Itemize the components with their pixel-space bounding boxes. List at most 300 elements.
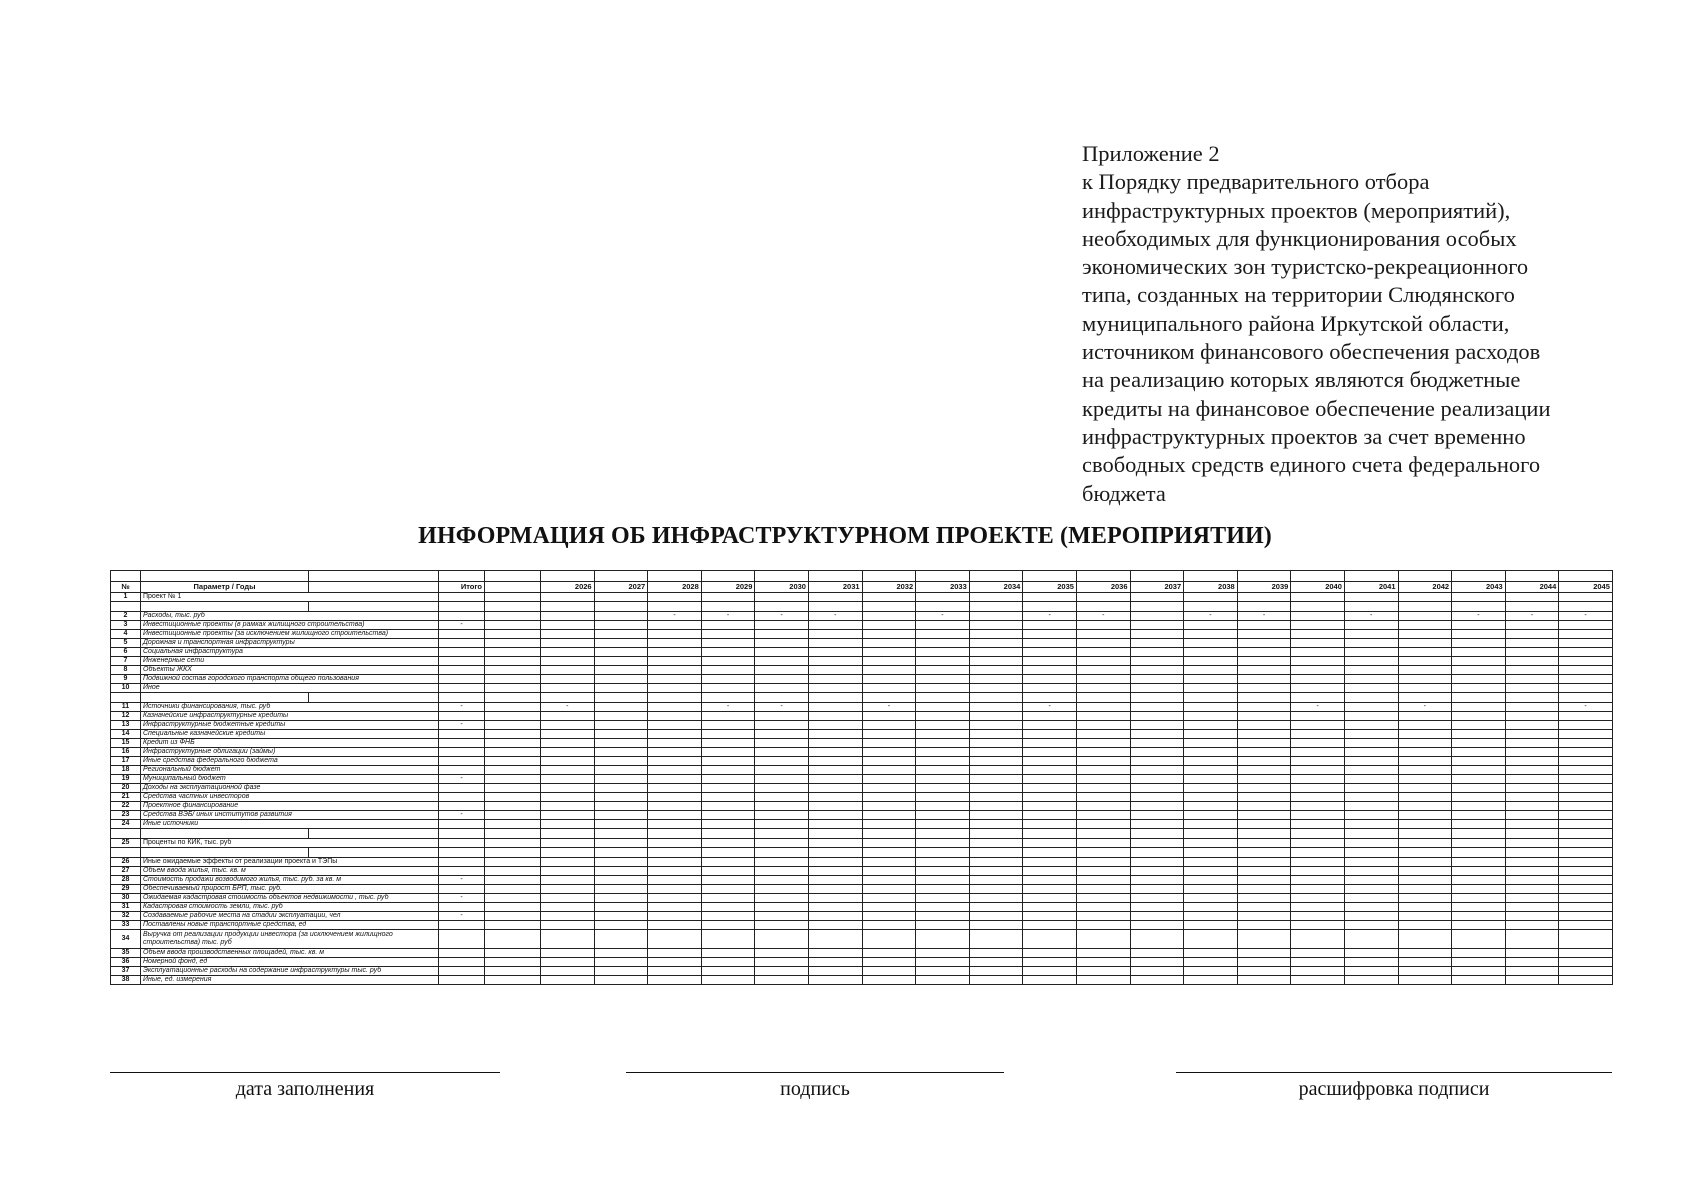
row-number: 9 (111, 675, 141, 684)
row-total (439, 612, 485, 621)
row-year-value (1291, 811, 1345, 820)
row-year-value (1184, 811, 1238, 820)
signature-date (110, 1072, 500, 1106)
row-year-value (648, 811, 702, 820)
row-year-value (1398, 811, 1452, 820)
row-year-value (808, 912, 862, 921)
row-parameter: Социальная инфраструктура (141, 648, 439, 657)
row-year-value (1398, 858, 1452, 867)
table-cell (485, 693, 541, 703)
row-year-value (862, 684, 916, 693)
row-number: 33 (111, 921, 141, 930)
row-year-value (808, 921, 862, 930)
row-year-value (1237, 766, 1291, 775)
row-year-value (1076, 675, 1130, 684)
table-row (111, 793, 1613, 802)
row-year-value: - (1237, 612, 1291, 621)
row-number: 35 (111, 949, 141, 958)
table-cell (808, 571, 862, 582)
row-year-value: - (755, 612, 809, 621)
row-year-value (755, 621, 809, 630)
row-year-value (1344, 748, 1398, 757)
header-year: 2026 (541, 582, 595, 593)
row-year-value (755, 730, 809, 739)
row-year-value (755, 684, 809, 693)
table-cell (485, 571, 541, 582)
table-row (111, 639, 1613, 648)
row-year-value (701, 820, 755, 829)
row-year-value (1505, 775, 1559, 784)
row-year-value (1398, 721, 1452, 730)
row-year-value (1076, 903, 1130, 912)
row-year-value (1291, 885, 1345, 894)
row-year-value (1184, 712, 1238, 721)
row-year-value (1559, 775, 1613, 784)
row-year-value (1452, 648, 1506, 657)
row-year-value (969, 657, 1023, 666)
row-year-value (1398, 766, 1452, 775)
row-year-value (969, 903, 1023, 912)
table-cell (1023, 693, 1077, 703)
row-year-value (701, 867, 755, 876)
row-year-value (594, 811, 648, 820)
row-year-value (1184, 675, 1238, 684)
row-year-value (1130, 703, 1184, 712)
table-spacer-row (111, 571, 1613, 582)
row-year-value (1452, 912, 1506, 921)
row-year-value (1184, 730, 1238, 739)
row-year-value (1076, 639, 1130, 648)
row-parameter: Эксплуатационные расходы на содержание инфраструктуры тыс. руб (141, 967, 439, 976)
row-year-value (808, 867, 862, 876)
row-year-value (1130, 967, 1184, 976)
row-year-value (1344, 784, 1398, 793)
row-number: 5 (111, 639, 141, 648)
row-year-value (808, 766, 862, 775)
row-year-value (1344, 666, 1398, 675)
row-year-value: - (701, 612, 755, 621)
table-row (111, 921, 1613, 930)
row-total (439, 730, 485, 739)
row-year-value (1237, 730, 1291, 739)
row-year-value (1398, 894, 1452, 903)
row-year-value (1344, 657, 1398, 666)
row-year-value (1505, 894, 1559, 903)
appendix-line: экономических зон туристско-рекреационного (1082, 254, 1529, 280)
row-year-value (1559, 820, 1613, 829)
row-year-value (1452, 903, 1506, 912)
header-year: 2031 (808, 582, 862, 593)
row-year-value (1398, 612, 1452, 621)
row-year-value (916, 885, 970, 894)
row-year-value (755, 921, 809, 930)
row-total (439, 766, 485, 775)
row-parameter: Кадастровая стоимость земли, тыс. руб (141, 903, 439, 912)
row-total (439, 839, 485, 848)
row-year-value (701, 894, 755, 903)
header-year: 2037 (1130, 582, 1184, 593)
row-year-value (1344, 802, 1398, 811)
row-year-value (648, 839, 702, 848)
row-year-value (969, 593, 1023, 602)
table-cell (862, 848, 916, 858)
table-row (111, 748, 1613, 757)
row-parameter: Иные ожидаемые эффекты от реализации проекта и ТЭПы (141, 858, 439, 867)
table-cell (111, 602, 141, 612)
row-year-value (1291, 648, 1345, 657)
row-year-value (594, 730, 648, 739)
appendix-line: источником финансового обеспечения расходов (1082, 339, 1541, 365)
row-year-value (808, 858, 862, 867)
row-year-value (541, 621, 595, 630)
table-cell (1023, 829, 1077, 839)
row-year-value (701, 666, 755, 675)
row-year-value (916, 930, 970, 949)
row-year-value (1398, 912, 1452, 921)
row-year-value (916, 666, 970, 675)
row-year-value (1237, 811, 1291, 820)
row-year-value (1291, 903, 1345, 912)
table-cell (1505, 848, 1559, 858)
row-year-value (648, 793, 702, 802)
row-number: 17 (111, 757, 141, 766)
row-year-value: - (541, 703, 595, 712)
row-year-value (1291, 949, 1345, 958)
row-year-value (1076, 666, 1130, 675)
row-year-value (1559, 867, 1613, 876)
row-year-value (1130, 930, 1184, 949)
row-year-value (1130, 811, 1184, 820)
header-year: 2029 (701, 582, 755, 593)
row-year-value (1505, 949, 1559, 958)
header-year: 2042 (1398, 582, 1452, 593)
row-number: 15 (111, 739, 141, 748)
table-cell (485, 602, 541, 612)
row-year-value (1505, 648, 1559, 657)
row-year-value (1398, 593, 1452, 602)
table-cell (1291, 602, 1345, 612)
row-number: 4 (111, 630, 141, 639)
row-year-value (1452, 802, 1506, 811)
row-year-value (862, 958, 916, 967)
table-cell (485, 666, 541, 675)
row-total (439, 593, 485, 602)
row-number: 32 (111, 912, 141, 921)
row-year-value (808, 949, 862, 958)
row-year-value (1505, 730, 1559, 739)
table-cell (485, 612, 541, 621)
row-year-value: - (1505, 612, 1559, 621)
row-number: 26 (111, 858, 141, 867)
row-year-value (1184, 976, 1238, 985)
row-year-value (701, 712, 755, 721)
table-cell (862, 571, 916, 582)
table-cell (755, 693, 809, 703)
row-year-value (916, 739, 970, 748)
row-year-value (1505, 593, 1559, 602)
row-parameter: Объем ввода жилья, тыс. кв. м (141, 867, 439, 876)
row-year-value (916, 721, 970, 730)
appendix-line: свободных средств единого счета федерального (1082, 452, 1541, 478)
table-cell (485, 912, 541, 921)
row-year-value (1023, 621, 1077, 630)
row-year-value (1130, 921, 1184, 930)
row-year-value: - (1076, 612, 1130, 621)
row-year-value (1130, 621, 1184, 630)
row-year-value: - (755, 703, 809, 712)
row-year-value (1184, 593, 1238, 602)
row-year-value (1505, 820, 1559, 829)
table-cell (485, 630, 541, 639)
row-year-value (1237, 967, 1291, 976)
row-year-value (755, 748, 809, 757)
row-year-value (701, 739, 755, 748)
row-year-value (594, 593, 648, 602)
table-cell (485, 949, 541, 958)
table-row (111, 666, 1613, 675)
row-year-value (1076, 976, 1130, 985)
table-cell (755, 571, 809, 582)
row-year-value (594, 949, 648, 958)
row-year-value (969, 666, 1023, 675)
row-total (439, 757, 485, 766)
row-parameter: Иные средства федерального бюджета (141, 757, 439, 766)
row-year-value (594, 703, 648, 712)
row-year-value (1184, 630, 1238, 639)
row-total (439, 967, 485, 976)
row-year-value (1130, 876, 1184, 885)
row-year-value (1237, 775, 1291, 784)
row-year-value (916, 593, 970, 602)
row-year-value (1130, 793, 1184, 802)
row-year-value (1559, 967, 1613, 976)
row-year-value (1291, 766, 1345, 775)
row-year-value (1398, 784, 1452, 793)
row-year-value (648, 820, 702, 829)
row-year-value (808, 802, 862, 811)
row-year-value (916, 639, 970, 648)
project-info-table-wrap (110, 570, 1612, 985)
table-cell (1184, 848, 1238, 858)
row-year-value (969, 612, 1023, 621)
table-cell (1505, 829, 1559, 839)
row-year-value (808, 784, 862, 793)
row-year-value (808, 675, 862, 684)
row-parameter: Создаваемые рабочие места на стадии эксплуатации, чел (141, 912, 439, 921)
table-cell (1398, 693, 1452, 703)
row-year-value (755, 967, 809, 976)
row-year-value (808, 793, 862, 802)
table-cell (141, 829, 309, 839)
table-cell (485, 675, 541, 684)
row-number: 38 (111, 976, 141, 985)
row-year-value (862, 593, 916, 602)
header-year: 2030 (755, 582, 809, 593)
row-year-value (1344, 639, 1398, 648)
row-number: 8 (111, 666, 141, 675)
row-year-value (1398, 684, 1452, 693)
row-parameter: Средства частных инвесторов (141, 793, 439, 802)
table-row (111, 894, 1613, 903)
row-parameter: Муниципальный бюджет (141, 775, 439, 784)
row-year-value (862, 721, 916, 730)
row-number: 1 (111, 593, 141, 602)
row-year-value (1559, 721, 1613, 730)
row-number: 14 (111, 730, 141, 739)
table-row (111, 630, 1613, 639)
row-parameter: Объем ввода производственных площадей, тыс. кв. м (141, 949, 439, 958)
row-year-value (541, 802, 595, 811)
row-year-value (755, 876, 809, 885)
row-year-value (969, 730, 1023, 739)
row-year-value (1076, 630, 1130, 639)
row-year-value (808, 630, 862, 639)
row-year-value (648, 976, 702, 985)
row-year-value (969, 811, 1023, 820)
row-year-value (1184, 684, 1238, 693)
row-year-value (808, 903, 862, 912)
row-year-value (541, 612, 595, 621)
row-year-value (1130, 612, 1184, 621)
table-cell (1344, 693, 1398, 703)
row-year-value (648, 712, 702, 721)
table-row (111, 684, 1613, 693)
row-year-value (1559, 730, 1613, 739)
row-year-value (1237, 721, 1291, 730)
row-year-value (1291, 839, 1345, 848)
row-year-value (1184, 912, 1238, 921)
row-year-value (1559, 648, 1613, 657)
row-year-value (701, 912, 755, 921)
row-year-value (1184, 820, 1238, 829)
row-year-value (1184, 867, 1238, 876)
row-number: 10 (111, 684, 141, 693)
row-year-value (1344, 976, 1398, 985)
row-year-value (1184, 839, 1238, 848)
row-year-value (1076, 811, 1130, 820)
row-year-value (969, 775, 1023, 784)
row-year-value (755, 839, 809, 848)
row-year-value (1023, 839, 1077, 848)
header-year: 2041 (1344, 582, 1398, 593)
row-year-value (1237, 784, 1291, 793)
table-cell (1237, 602, 1291, 612)
row-year-value (1130, 630, 1184, 639)
row-year-value (1130, 858, 1184, 867)
row-year-value (916, 712, 970, 721)
row-year-value (541, 730, 595, 739)
row-year-value (862, 930, 916, 949)
row-year-value (1291, 666, 1345, 675)
table-blank-row (111, 602, 1613, 612)
row-year-value (1237, 712, 1291, 721)
row-year-value (969, 757, 1023, 766)
row-year-value (1023, 949, 1077, 958)
table-cell (1184, 829, 1238, 839)
row-year-value (541, 967, 595, 976)
row-year-value (1452, 721, 1506, 730)
row-parameter: Средства ВЭБ/ иных институтов развития (141, 811, 439, 820)
row-year-value (862, 885, 916, 894)
row-year-value (594, 748, 648, 757)
table-cell (916, 848, 970, 858)
row-parameter: Инвестиционные проекты (в рамках жилищного строительства) (141, 621, 439, 630)
row-year-value (1076, 839, 1130, 848)
row-total: - (439, 876, 485, 885)
table-header-row (111, 582, 1613, 593)
row-year-value (594, 666, 648, 675)
row-year-value (862, 793, 916, 802)
header-param-extra (309, 582, 439, 593)
row-year-value (1130, 894, 1184, 903)
table-cell (1023, 848, 1077, 858)
table-row (111, 675, 1613, 684)
row-year-value (1505, 876, 1559, 885)
row-year-value (1559, 976, 1613, 985)
row-year-value (808, 639, 862, 648)
row-year-value (1184, 775, 1238, 784)
row-year-value (701, 876, 755, 885)
row-year-value (969, 885, 1023, 894)
row-year-value (541, 958, 595, 967)
row-total (439, 648, 485, 657)
header-year: 2045 (1559, 582, 1613, 593)
row-parameter: Проект № 1 (141, 593, 439, 602)
row-year-value (1184, 621, 1238, 630)
row-year-value (701, 949, 755, 958)
row-year-value (1559, 675, 1613, 684)
row-year-value (701, 639, 755, 648)
row-total (439, 748, 485, 757)
row-year-value (862, 858, 916, 867)
row-year-value (1130, 976, 1184, 985)
row-year-value (701, 675, 755, 684)
row-year-value (1076, 739, 1130, 748)
row-total (439, 675, 485, 684)
table-cell (485, 593, 541, 602)
row-year-value (1505, 666, 1559, 675)
row-year-value (969, 784, 1023, 793)
row-year-value (1452, 748, 1506, 757)
table-cell (1559, 829, 1613, 839)
row-year-value (1291, 784, 1345, 793)
row-year-value (1505, 712, 1559, 721)
header-year: 2035 (1023, 582, 1077, 593)
row-parameter: Проектное финансирование (141, 802, 439, 811)
table-cell (1023, 571, 1077, 582)
row-year-value (1237, 621, 1291, 630)
row-year-value (1505, 802, 1559, 811)
signature-date-label: дата заполнения (235, 1078, 375, 1100)
row-year-value (808, 839, 862, 848)
row-year-value (1291, 621, 1345, 630)
table-cell (485, 712, 541, 721)
row-year-value (1023, 912, 1077, 921)
row-year-value (1344, 949, 1398, 958)
row-year-value (1023, 739, 1077, 748)
row-year-value (1559, 958, 1613, 967)
row-year-value (648, 894, 702, 903)
row-year-value (1452, 876, 1506, 885)
row-year-value (1505, 858, 1559, 867)
row-year-value (1076, 802, 1130, 811)
row-number: 22 (111, 802, 141, 811)
row-year-value (1076, 593, 1130, 602)
row-year-value (1130, 903, 1184, 912)
row-total (439, 958, 485, 967)
row-year-value (1076, 648, 1130, 657)
row-year-value (648, 784, 702, 793)
